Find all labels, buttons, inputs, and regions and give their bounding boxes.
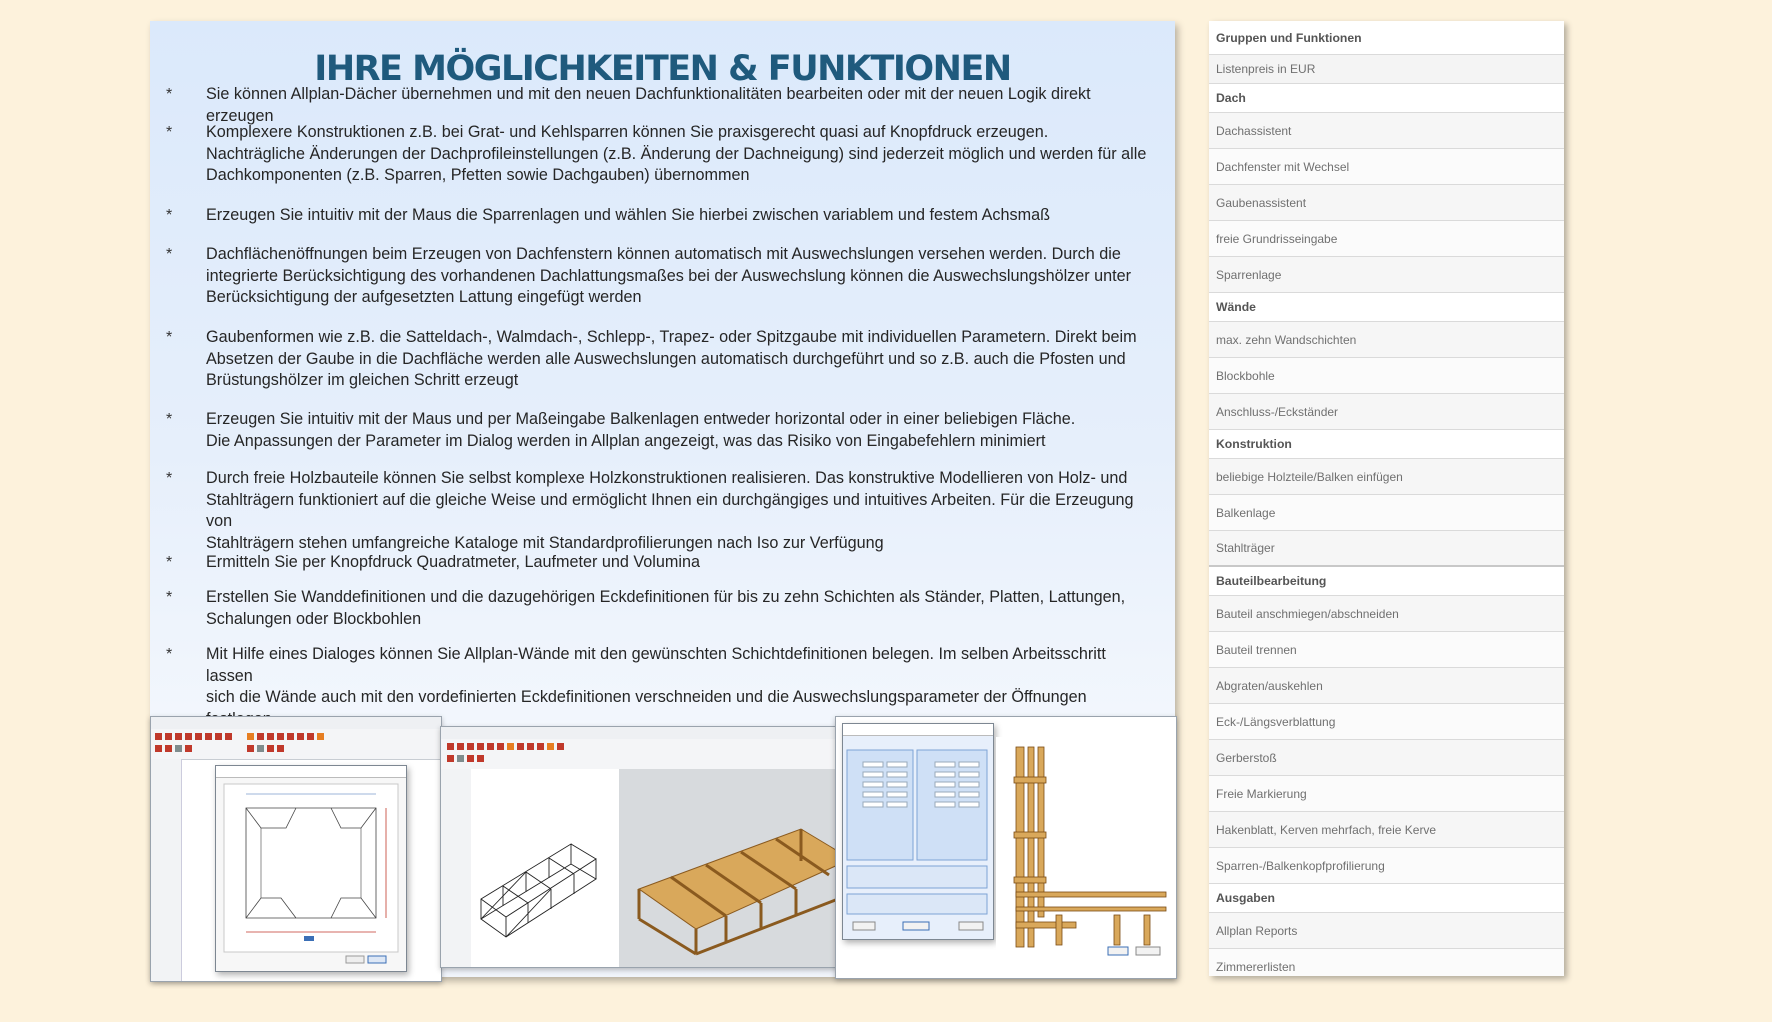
bullet-asterisk: * xyxy=(166,554,173,571)
feature-text: Erstellen Sie Wanddefinitionen und die dazugehörigen Eckdefinitionen für bis zu zehn Schichten als Ständer, Platten, Lattungen, Schalungen oder Blockbohlen xyxy=(206,588,1126,628)
feature-text: Erzeugen Sie intuitiv mit der Maus die Sparrenlagen und wählen Sie hierbei zwischen variablem und festem Achsmaß xyxy=(206,206,1050,224)
screenshot-roof-plan-dialog xyxy=(150,716,442,982)
sidebar-item[interactable]: Balkenlage xyxy=(1209,495,1564,531)
sidebar-item[interactable]: Sparren-/Balkenkopfprofilierung xyxy=(1209,848,1564,884)
feature-text: Dachflächenöffnungen beim Erzeugen von Dachfenstern können automatisch mit Auswechslungen versehen werden. Durch die integrierte Berücksichtigung des vorhandenen Dachlattungsmaßes bei der Auswechslung können die Auswechslungshölzer unter Berücksichtigung der aufgesetzten Lattung eingefügt werden xyxy=(206,245,1132,307)
feature-text: Durch freie Holzbauteile können Sie selbst komplexe Holzkonstruktionen realisieren. Das konstruktive Modellieren von Holz- und Stahlträgern funktioniert auf die gleiche Weise und ermöglicht Ihnen ein durchgängiges und intuitives Arbeiten. Für die Erzeugung von Stahlträgern stehen umfangreiche Kataloge mit Standardprofilierungen nach Iso zur Verfügung xyxy=(206,469,1134,552)
feature-text: Mit Hilfe eines Dialoges können Sie Allplan-Wände mit den gewünschten Schichtdefinitionen belegen. Im selben Arbeitsschritt lassen sich die Wände auch mit den vordefinierten Eckdefinitionen verschneiden und die Auswechslungsparameter der Öffnungen xyxy=(206,645,1106,707)
bullet-asterisk: * xyxy=(166,86,173,103)
dialog-titlebar xyxy=(843,724,993,736)
sidebar-item[interactable]: Zimmererlisten xyxy=(1209,949,1564,976)
layer-table xyxy=(843,736,993,938)
sidebar-item[interactable]: Blockbohle xyxy=(1209,358,1564,394)
feature-text: Ermitteln Sie per Knopfdruck Quadratmeter, Laufmeter und Volumina xyxy=(206,553,700,571)
sidebar-item[interactable]: Gaubenassistent xyxy=(1209,185,1564,221)
group-header-waende: Wände xyxy=(1209,293,1564,322)
feature-item xyxy=(166,468,1155,554)
sidebar-item[interactable]: max. zehn Wandschichten xyxy=(1209,322,1564,358)
app-toolbar xyxy=(151,729,441,760)
feature-text: Erzeugen Sie intuitiv mit der Maus und per Maßeingabe Balkenlagen entweder horizontal oder in einer beliebigen Fläche. Die Anpassungen der Parameter im Dialog werden in Allplan angezeigt, was das Risiko von Eingabefehlern minimiert xyxy=(206,410,1076,450)
sidebar-item[interactable]: Freie Markierung xyxy=(1209,776,1564,812)
sidebar-item[interactable]: Gerberstoß xyxy=(1209,740,1564,776)
bullet-asterisk: * xyxy=(166,646,173,663)
bullet-asterisk: * xyxy=(166,470,173,487)
sidebar-item[interactable]: Bauteil anschmiegen/abschneiden xyxy=(1209,596,1564,632)
dialog-titlebar xyxy=(216,766,406,778)
sidebar-item[interactable]: Anschluss-/Eckständer xyxy=(1209,394,1564,430)
sidebar-item[interactable]: Dachfenster mit Wechsel xyxy=(1209,149,1564,185)
bullet-asterisk: * xyxy=(166,207,173,224)
sidebar-item[interactable]: Stahlträger xyxy=(1209,531,1564,567)
bullet-asterisk: * xyxy=(166,329,173,346)
bullet-asterisk: * xyxy=(166,589,173,606)
roof-outline-dialog xyxy=(215,765,407,972)
feature-item xyxy=(166,205,1155,227)
feature-item xyxy=(166,587,1155,630)
page-title: IHRE MÖGLICHKEITEN & FUNKTIONEN xyxy=(314,49,1011,89)
sidebar-item[interactable]: Sparrenlage xyxy=(1209,257,1564,293)
sidebar-item[interactable]: beliebige Holzteile/Balken einfügen xyxy=(1209,459,1564,495)
sidebar-item[interactable]: Bauteil trennen xyxy=(1209,632,1564,668)
roof-outline-drawing xyxy=(216,778,406,970)
feature-item xyxy=(166,84,1155,127)
screenshot-wall-layer-dialog xyxy=(835,716,1177,979)
feature-text: Gaubenformen wie z.B. die Satteldach-, Walmdach-, Schlepp-, Trapez- oder Spitzgaube mit individuellen Parametern. Direkt beim Absetzen der Gaube in die Dachfläche werden alle Auswechslungen automatisch durchgeführt und so z.B. auch die Pfosten und Brüstungshölzer im gleichen Schritt erzeugt xyxy=(206,328,1137,390)
sidebar-item[interactable]: Eck-/Längsverblattung xyxy=(1209,704,1564,740)
feature-item xyxy=(166,409,1155,452)
app-side-toolbar xyxy=(151,759,182,981)
group-header-bauteilbearbeitung: Bauteilbearbeitung xyxy=(1209,567,1564,596)
bullet-asterisk: * xyxy=(166,124,173,141)
feature-item xyxy=(166,244,1155,309)
feature-text: Komplexere Konstruktionen z.B. bei Grat- und Kehlsparren können Sie praxisgerecht quasi auf Knopfdruck erzeugen. Nachträgliche Änderungen der Dachprofileinstellungen (z.B. Änderung der Dachneigung) sind jederzeit möglich und werden für alle Dachkomponenten (z.B. Sparren, Pfetten sowie Dachgauben) übernommen xyxy=(206,123,1147,185)
bullet-asterisk: * xyxy=(166,246,173,263)
price-label: Listenpreis in EUR xyxy=(1209,55,1564,84)
group-header-ausgaben: Ausgaben xyxy=(1209,884,1564,913)
sidebar-item[interactable]: Allplan Reports xyxy=(1209,913,1564,949)
group-header-konstruktion: Konstruktion xyxy=(1209,430,1564,459)
sidebar-item[interactable]: freie Grundrisseingabe xyxy=(1209,221,1564,257)
group-header-dach: Dach xyxy=(1209,84,1564,113)
sidebar-item[interactable]: Hakenblatt, Kerven mehrfach, freie Kerve xyxy=(1209,812,1564,848)
sidebar-title: Gruppen und Funktionen xyxy=(1209,21,1564,55)
features-panel xyxy=(150,21,1175,977)
feature-text: Sie können Allplan-Dächer übernehmen und mit den neuen Dachfunktionalitäten bearbeiten oder mit der neuen Logik direkt erzeugen xyxy=(206,85,1091,125)
feature-item xyxy=(166,327,1155,392)
sidebar-item[interactable]: Dachassistent xyxy=(1209,113,1564,149)
feature-item xyxy=(166,552,1155,574)
app-side-toolbar xyxy=(441,769,472,967)
wall-layer-dialog xyxy=(842,723,994,940)
feature-item xyxy=(166,122,1155,187)
bullet-asterisk: * xyxy=(166,411,173,428)
wall-section-drawing xyxy=(996,737,1172,973)
sidebar-item[interactable]: Abgraten/auskehlen xyxy=(1209,668,1564,704)
functions-sidebar xyxy=(1209,21,1564,976)
